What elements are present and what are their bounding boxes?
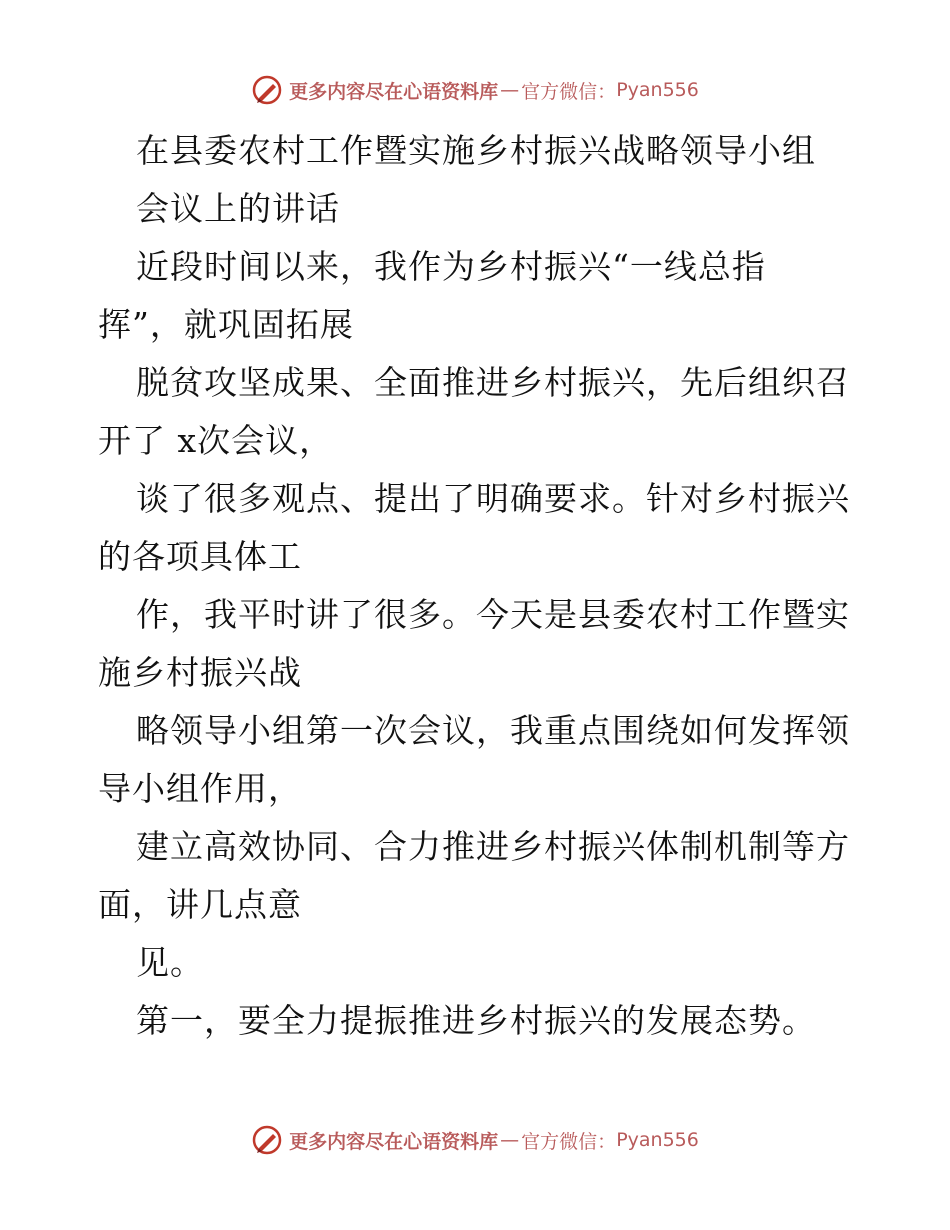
- paragraph-line: 施乡村振兴战: [98, 653, 302, 692]
- banner-separator: —: [500, 79, 520, 101]
- banner-wechat-id: Pyan556: [616, 1129, 699, 1151]
- banner-wechat-label: 官方微信：: [521, 80, 617, 103]
- pen-logo-icon: [251, 74, 283, 106]
- paragraph-line: 建立高效协同、合力推进乡村振兴体制机制等方: [136, 827, 850, 866]
- header-watermark-banner: [0, 70, 950, 110]
- paragraph-line: 面，讲几点意: [98, 885, 302, 924]
- paragraph-line: 谈了很多观点、提出了明确要求。针对乡村振兴: [136, 479, 850, 518]
- banner-wechat-label: 官方微信：: [521, 1130, 617, 1153]
- paragraph-line: 挥”，就巩固拓展: [98, 305, 354, 344]
- banner-site-name: 更多内容尽在心语资料库: [289, 80, 499, 103]
- document-title-line-1: 在县委农村工作暨实施乡村振兴战略领导小组: [136, 131, 816, 170]
- banner-wechat-id: Pyan556: [616, 79, 699, 101]
- paragraph-line: 见。: [136, 943, 204, 982]
- paragraph-line: 导小组作用，: [98, 769, 302, 808]
- section-heading-line: 第一，要全力提振推进乡村振兴的发展态势。: [136, 1001, 816, 1040]
- document-body: [98, 122, 858, 1050]
- banner-separator: —: [500, 1129, 520, 1151]
- footer-watermark-banner: [0, 1120, 950, 1160]
- paragraph-line: 作，我平时讲了很多。今天是县委农村工作暨实: [136, 595, 850, 634]
- document-title-line-2: 会议上的讲话: [136, 189, 340, 228]
- paragraph-line: 略领导小组第一次会议，我重点围绕如何发挥领: [136, 711, 850, 750]
- paragraph-line: 近段时间以来，我作为乡村振兴“一线总指: [136, 247, 766, 286]
- paragraph-line: 的各项具体工: [98, 537, 302, 576]
- banner-site-name: 更多内容尽在心语资料库: [289, 1130, 499, 1153]
- paragraph-line: 脱贫攻坚成果、全面推进乡村振兴，先后组织召: [136, 363, 850, 402]
- paragraph-line: 开了 x次会议，: [98, 421, 334, 460]
- pen-logo-icon: [251, 1124, 283, 1156]
